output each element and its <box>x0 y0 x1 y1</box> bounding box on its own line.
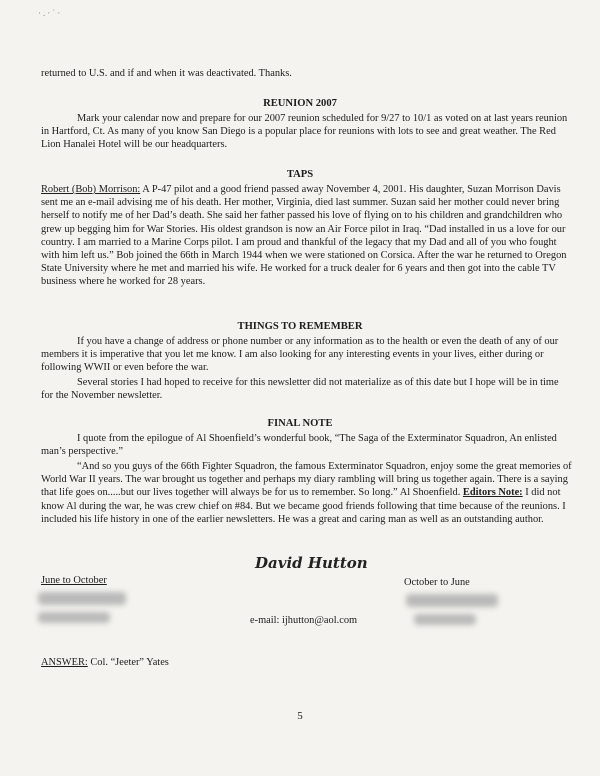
page-number: 5 <box>297 710 303 722</box>
taps-heading: TAPS <box>286 169 314 180</box>
final-heading: FINAL NOTE <box>267 418 333 429</box>
editors-note-text: I did not know Al during the war, he was crew chief on #84. But we became good friends following that time because of the reunions. I included his life history in one of the earlier newsletters. He was a great and caring man as well as an outstanding author. <box>41 487 566 525</box>
final-quote: “And so you guys of the 66th Fighter Squadron, the famous Exterminator Squadron, enjoy some the great memories of World War II years. The war brought us together and perhaps my diary rambling will bring us together again. There is a saying that life goes on.....but our lives together will always be for us to remember. So long.” Al Shoenfield. <box>41 461 572 499</box>
answer-label: ANSWER: <box>41 657 88 668</box>
final-paragraph-2 <box>41 460 573 526</box>
reunion-paragraph: Mark your calendar now and prepare for our 2007 reunion scheduled for 9/27 to 10/1 as voted on at last years reunion in Hartford, Ct. As many of you know San Diego is a popular place for reunions with lots to see and great weather. The Red Lion Hanalei Hotel will be our headquarters. <box>41 113 568 151</box>
answer-line <box>41 656 573 669</box>
final-paragraph-1: I quote from the epilogue of Al Shoenfield’s wonderful book, “The Saga of the Exterminator Squadron, An enlisted man’s perspective.” <box>41 433 557 458</box>
scan-marks: ·.·˙· <box>38 8 63 18</box>
intro-line: returned to U.S. and if and when it was deactivated. Thanks. <box>41 68 292 79</box>
answer-text: Col. “Jeeter” Yates <box>87 657 169 668</box>
editors-note-label: Editors Note: <box>462 487 523 499</box>
october-june-label: October to June <box>404 577 470 588</box>
taps-name: Robert (Bob) Morrison: <box>41 184 141 195</box>
taps-body: A P-47 pilot and a good friend passed away November 4, 2001. His daughter, Suzan Morrison Davis sent me an e-mail advising me of his death. Her mother, Virginia, died last summer. Suzan said her mother could never bring herself to notify me of her Dad’s death. She said her father passed his love of flying on to his children and grandchildren who grew up begging him for War Stories. His oldest grandson is now an Air Force pilot in Iraq. “Dad installed in us a love for our country. I am married to a Marine Corps pilot. I am proud and thankful of the legacy that my Dad and all of you who fought with him left us.” Bob joined the 66th in March 1944 when we were stationed on Corsica. After the war he returned to Oregon State University where he met and married his wife. He worked for a truck dealer for 6 years and then got into the cable TV business where he worked for 28 years. <box>41 184 567 288</box>
taps-paragraph <box>41 183 573 289</box>
redacted-phone-left <box>38 612 110 623</box>
signature: David Hutton <box>255 554 368 572</box>
reunion-heading: REUNION 2007 <box>263 98 337 109</box>
redacted-address-left <box>38 592 126 605</box>
things-heading: THINGS TO REMEMBER <box>237 321 363 332</box>
june-october-label: June to October <box>41 575 107 586</box>
redacted-address-right <box>406 594 498 607</box>
things-paragraph-2: Several stories I had hoped to receive for this newsletter did not materialize as of this date but I hope will be in time for the November newsletter. <box>41 377 559 402</box>
things-paragraph-1: If you have a change of address or phone number or any information as to the health or even the death of any of our members it is imperative that you let me know. I am also looking for any interesting events in your lives, either during or following WWII or even before the war. <box>41 336 559 374</box>
email-line: e-mail: ijhutton@aol.com <box>250 615 358 626</box>
